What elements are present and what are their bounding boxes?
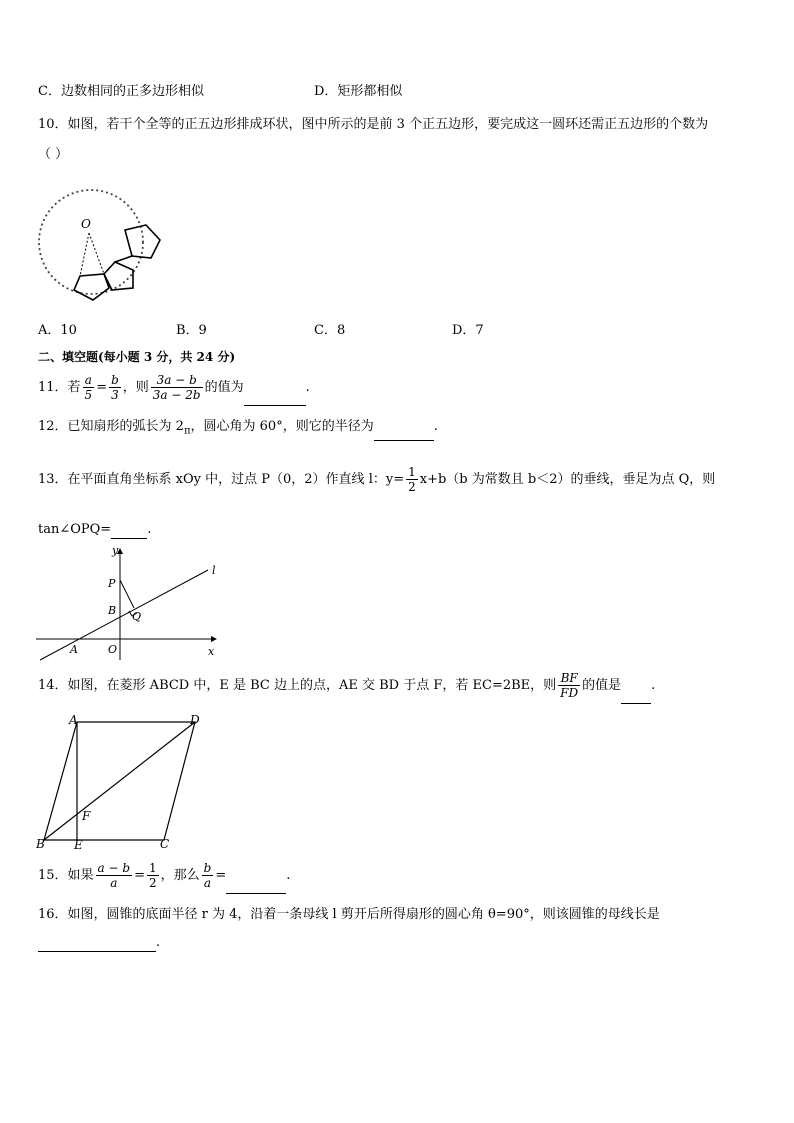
q11	[38, 370, 310, 406]
q14-frac-num: BF	[558, 671, 580, 686]
q12-answer-blank[interactable]	[374, 426, 434, 441]
q10-option-c: C．8	[314, 323, 346, 338]
q10-figure	[36, 178, 166, 308]
q13	[38, 462, 715, 498]
q13-answer-blank[interactable]	[111, 524, 147, 539]
q13-end: .	[147, 522, 152, 537]
q10-option-d: D．7	[452, 323, 484, 338]
q13-line2	[38, 521, 151, 539]
q13-label-o: O	[108, 643, 118, 656]
q15-frac-1	[96, 861, 133, 890]
q14-label-c: C	[160, 837, 170, 851]
q13-label-y: y	[112, 544, 119, 557]
q15-frac-3-den: a	[203, 876, 212, 890]
q12-end: .	[433, 419, 438, 434]
q13-label-p: P	[108, 577, 116, 590]
q15-frac-3	[202, 861, 214, 890]
q12-text: 12．已知扇形的弧长为 2	[38, 419, 184, 434]
q11-frac-a5-den: 5	[84, 388, 93, 402]
q15-frac-2-num: 1	[148, 861, 157, 875]
q12-pi: π	[183, 425, 191, 437]
q9-option-d: D．矩形都相似	[314, 84, 403, 99]
q16-answer-blank[interactable]	[38, 937, 156, 952]
q15-frac-1-num: a − b	[97, 861, 131, 875]
q13-tan: tan∠OPQ=	[38, 522, 112, 537]
q11-frac-main-den: 3a − 2b	[152, 388, 201, 402]
q13-label-q: Q	[132, 610, 142, 623]
q11-frac-main-num: 3a − b	[151, 373, 203, 388]
q11-answer-blank[interactable]	[244, 391, 306, 406]
q13-frac-den: 2	[408, 480, 416, 494]
q16-line2	[38, 934, 160, 952]
q15-frac-1-den: a	[110, 876, 118, 890]
q16-end: .	[156, 935, 161, 950]
q10-question: 10．如图，若干个全等的正五边形排成环状，图中所示的是前 3 个正五边形，要完成这一圆环还需正五边形的个数为	[38, 117, 709, 132]
q15	[38, 858, 290, 894]
q15-frac-2	[147, 861, 159, 890]
q13-frac	[406, 465, 418, 494]
q15-frac-2-den: 2	[148, 876, 157, 890]
q11-mid: ，则	[122, 380, 149, 395]
q14-frac-den: FD	[560, 686, 579, 700]
q15-eq: =	[134, 868, 145, 883]
q11-frac-b3-num: b	[111, 373, 119, 387]
q14-label-f: F	[82, 809, 91, 823]
q14-label-d: D	[190, 713, 200, 727]
q14-frac	[558, 671, 580, 700]
q15-answer-blank[interactable]	[226, 879, 286, 894]
q11-suffix: 的值为	[204, 380, 244, 395]
q14	[38, 668, 655, 704]
q14-figure	[36, 712, 206, 852]
q13-label-l: l	[212, 564, 216, 577]
q11-end: .	[305, 380, 310, 395]
q13-label-a: A	[70, 643, 78, 656]
q11-frac-main	[151, 373, 203, 402]
q15-eq2: =	[215, 868, 227, 883]
q14-text: 14．如图，在菱形 ABCD 中，E 是 BC 边上的点，AE 交 BD 于点 F，若 EC=2BE，则	[38, 678, 557, 693]
section-title: 二、填空题(每小题 3 分，共 24 分)	[38, 350, 236, 364]
q15-end: .	[286, 868, 291, 883]
q10-paren: （ ）	[38, 147, 69, 162]
q14-end: .	[651, 678, 656, 693]
q11-frac-b3-den: 3	[111, 388, 119, 402]
q14-answer-blank[interactable]	[621, 689, 651, 704]
q11-frac-b3	[109, 373, 121, 402]
q10-option-b: B．9	[176, 323, 207, 338]
q13-text1: 13．在平面直角坐标系 xOy 中，过点 P（0，2）作直线 l：y=	[38, 472, 405, 487]
q11-eq: =	[96, 380, 108, 395]
q11-prefix: 11．若	[38, 380, 81, 395]
q15-prefix: 15．如果	[38, 868, 94, 883]
q10-label-o: O	[81, 217, 91, 231]
q16-question: 16．如图，圆锥的底面半径 r 为 4，沿着一条母线 l 剪开后所得扇形的圆心角 θ=90°，则该圆锥的母线长是	[38, 907, 660, 922]
q12	[38, 418, 438, 441]
q15-mid: ，那么	[160, 868, 200, 883]
q13-label-b: B	[108, 604, 117, 617]
q9-option-c: C．边数相同的正多边形相似	[38, 84, 204, 99]
q13-text2: x+b（b 为常数且 b＜2）的垂线，垂足为点 Q，则	[419, 472, 716, 487]
q14-label-a: A	[69, 713, 78, 727]
q13-frac-num: 1	[408, 465, 416, 479]
q14-label-e: E	[74, 838, 83, 852]
q11-frac-a5-num: a	[83, 373, 95, 388]
q13-label-x: x	[208, 645, 215, 658]
q14-suffix: 的值是	[582, 678, 622, 693]
q12-text2: ，圆心角为 60°，则它的半径为	[190, 419, 374, 434]
q13-figure	[36, 542, 222, 662]
q10-option-a: A．10	[38, 323, 77, 338]
q15-frac-3-num: b	[203, 861, 212, 875]
q14-label-b: B	[36, 837, 45, 851]
q11-frac-a5	[83, 373, 95, 402]
